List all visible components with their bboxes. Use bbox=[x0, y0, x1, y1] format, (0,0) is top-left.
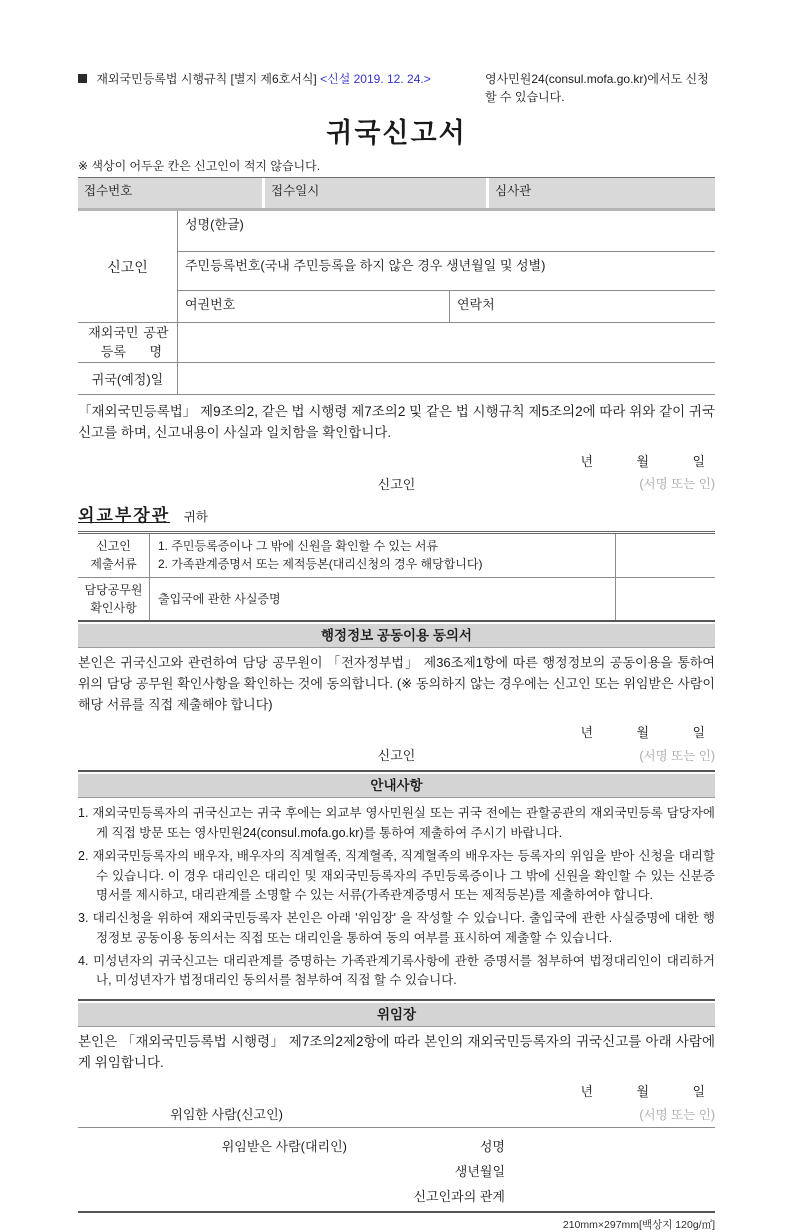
delegatee-name-field[interactable] bbox=[505, 1130, 715, 1155]
recipient-line bbox=[78, 501, 715, 526]
official-check-blank-cell[interactable] bbox=[615, 578, 715, 620]
day-label[interactable]: 일 bbox=[692, 453, 705, 469]
submit-doc-item-2: 2. 가족관계증명서 또는 제적등본(대리신청의 경우 해당합니다) bbox=[158, 557, 483, 572]
receipt-datetime-field[interactable]: 접수일시 bbox=[265, 178, 486, 208]
delegation-section-bar: 위임장 bbox=[78, 999, 715, 1027]
applicant-info-table bbox=[78, 211, 715, 395]
signature-hint[interactable]: (서명 또는 인) bbox=[639, 1107, 715, 1122]
submit-docs-header bbox=[78, 534, 150, 578]
official-check-header-line1: 담당공무원 bbox=[84, 583, 143, 598]
official-check-header-line2: 확인사항 bbox=[90, 601, 137, 616]
delegatee-block bbox=[78, 1128, 715, 1213]
form-title: 귀국신고서 bbox=[326, 118, 467, 148]
spacer bbox=[78, 1180, 347, 1205]
recipient-honorific: 귀하 bbox=[183, 509, 208, 524]
mission-label-line1: 재외국민등록 bbox=[88, 325, 139, 359]
delegatee-relation-field[interactable] bbox=[505, 1180, 715, 1205]
contact-field[interactable]: 연락처 bbox=[450, 291, 715, 323]
signature-hint[interactable]: (서명 또는 인) bbox=[639, 477, 715, 492]
applicant-sign-label: 신고인 bbox=[377, 748, 416, 764]
consent-sign-line bbox=[78, 745, 715, 764]
guidance-item-4: 4. 미성년자의 귀국신고는 대리관계를 증명하는 가족관계기록사항에 관한 증명서를 첨부하여 법정대리인이 대리하거나, 미성년자가 법정대리인 동의서를 첨부하여 직접 할 수 있습니다. bbox=[78, 954, 715, 988]
year-label[interactable]: 년 bbox=[580, 453, 593, 469]
paper-spec: 210mm×297mm[백상지 120g/㎡] bbox=[562, 1218, 715, 1231]
official-check-header bbox=[78, 578, 150, 620]
submit-docs-blank-cell[interactable] bbox=[615, 534, 715, 578]
applicant-row-label: 신고인 bbox=[78, 211, 178, 323]
submit-doc-item-1: 1. 주민등록증이나 그 밖에 신원을 확인할 수 있는 서류 bbox=[158, 538, 439, 553]
year-label[interactable]: 년 bbox=[580, 725, 593, 741]
declaration-date-line bbox=[78, 451, 715, 470]
official-check-content bbox=[150, 578, 615, 620]
square-bullet-icon bbox=[78, 74, 87, 83]
declaration-sign-line bbox=[78, 474, 715, 493]
submit-docs-header-line1: 신고인 bbox=[96, 539, 131, 554]
guidance-section-bar: 안내사항 bbox=[78, 770, 715, 798]
receipt-row bbox=[78, 177, 715, 211]
passport-number-field[interactable]: 여권번호 bbox=[178, 291, 450, 323]
top-notice bbox=[78, 70, 715, 106]
mission-label-line2: 공관명 bbox=[143, 325, 169, 359]
submit-docs-content bbox=[150, 534, 615, 578]
guidance-item-2: 2. 재외국민등록자의 배우자, 배우자의 직계혈족, 직계혈족, 직계혈족의 배우자는 등록자의 위임을 받아 신청을 대리할 수 있습니다. 이 경우 대리인은 대리인 및 재외국민등록자의 주민등록증이나 그 밖에 신원을 확인할 수 있는 신분증명서를 제시하고, 대리관계를 소명할 수 있는 서류(가족관계증명서 또는 제적등본)를 제출하여야 합니다. bbox=[78, 849, 715, 902]
consent-text: 본인은 귀국신고와 관련하여 담당 공무원이 「전자정부법」 제36조제1항에 따른 행정정보의 공동이용을 통하여 위의 담당 공무원 확인사항을 확인하는 것에 동의합니다. (※ 동의하지 않는 경우에는 신고인 또는 위임받은 사람이 해당 서류를 직접 제출해야 합니다) bbox=[78, 655, 715, 712]
delegator-sign-row bbox=[78, 1104, 715, 1128]
documents-table bbox=[78, 531, 715, 620]
guidance-item-1: 1. 재외국민등록자의 귀국신고는 귀국 후에는 외교부 영사민원실 또는 귀국 전에는 관할공관의 재외국민등록 담당자에게 직접 방문 또는 영사민원24(consul.mofa.go.kr)를 통하여 제출하여 주시기 바랍니다. bbox=[78, 806, 715, 840]
delegatee-name-label: 성명 bbox=[479, 1138, 505, 1154]
month-label[interactable]: 월 bbox=[636, 725, 649, 741]
day-label[interactable]: 일 bbox=[692, 1083, 705, 1099]
submit-docs-header-line2: 제출서류 bbox=[90, 557, 137, 572]
delegatee-relation-label: 신고인과의 관계 bbox=[413, 1188, 505, 1204]
declaration-text: 「재외국민등록법」 제9조의2, 같은 법 시행령 제7조의2 및 같은 법 시행규칙 제5조의2에 따라 위와 같이 귀국신고를 하며, 신고내용이 사실과 일치함을 확인합니다. bbox=[78, 404, 715, 440]
mission-name-field[interactable] bbox=[178, 323, 715, 363]
online-application-notice: 영사민원24(consul.mofa.go.kr)에서도 신청할 수 있습니다. bbox=[485, 72, 709, 104]
receipt-number-field[interactable]: 접수번호 bbox=[78, 178, 262, 208]
recipient-minister: 외교부장관 bbox=[78, 505, 171, 525]
month-label[interactable]: 월 bbox=[636, 1083, 649, 1099]
regulation-text: 재외국민등록법 시행규칙 [별지 제6호서식] bbox=[96, 72, 317, 86]
applicant-sign-label: 신고인 bbox=[377, 476, 416, 492]
spacer bbox=[78, 1155, 347, 1180]
guidance-item-3: 3. 대리신청을 위하여 재외국민등록자 본인은 아래 '위임장' 을 작성할 수 있습니다. 출입국에 관한 사실증명에 대한 행정정보 공동이용 동의서는 직접 또는 대리인을 통하여 동의 여부를 표시하여 제출할 수 있습니다. bbox=[78, 911, 715, 945]
delegatee-label: 위임받은 사람(대리인) bbox=[221, 1138, 347, 1154]
year-label[interactable]: 년 bbox=[580, 1083, 593, 1099]
consent-date-line bbox=[78, 722, 715, 741]
guidance-list bbox=[78, 804, 715, 990]
revision-note: <신설 2019. 12. 24.> bbox=[320, 72, 431, 86]
consent-section-bar: 행정정보 공동이용 동의서 bbox=[78, 620, 715, 648]
signature-hint[interactable]: (서명 또는 인) bbox=[639, 748, 715, 763]
delegator-label: 위임한 사람(신고인) bbox=[170, 1106, 283, 1122]
return-date-field[interactable] bbox=[178, 363, 715, 394]
mission-name-label bbox=[78, 323, 178, 363]
day-label[interactable]: 일 bbox=[692, 725, 705, 741]
regulation-line bbox=[78, 70, 431, 106]
delegatee-birth-label: 생년월일 bbox=[454, 1163, 505, 1179]
month-label[interactable]: 월 bbox=[636, 453, 649, 469]
return-date-label: 귀국(예정)일 bbox=[78, 363, 178, 394]
official-check-item-1: 출입국에 관한 사실증명 bbox=[158, 591, 281, 606]
shading-note: ※ 색상이 어두운 칸은 신고인이 적지 않습니다. bbox=[78, 159, 321, 173]
delegation-text: 본인은 「재외국민등록법 시행령」 제7조의2제2항에 따라 본인의 재외국민등록자의 귀국신고를 아래 사람에게 위임합니다. bbox=[78, 1033, 715, 1070]
examiner-field[interactable]: 심사관 bbox=[489, 178, 715, 208]
delegatee-birth-field[interactable] bbox=[505, 1155, 715, 1180]
resident-number-field[interactable]: 주민등록번호(국내 주민등록을 하지 않은 경우 생년월일 및 성별) bbox=[178, 252, 715, 291]
delegation-date-line bbox=[78, 1081, 715, 1100]
name-field[interactable]: 성명(한글) bbox=[178, 211, 715, 252]
